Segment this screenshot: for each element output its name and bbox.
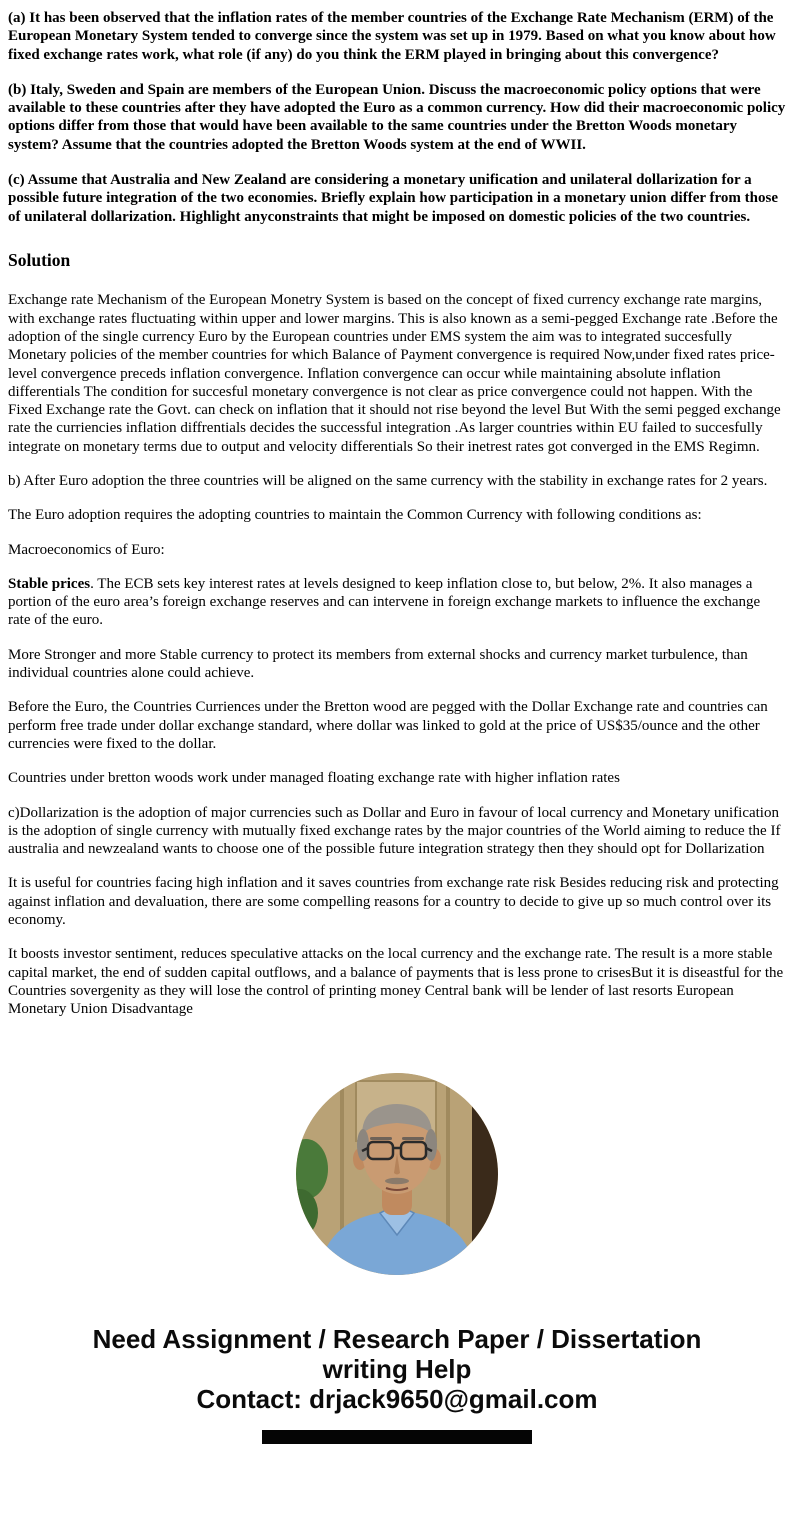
solution-heading: Solution (8, 249, 71, 270)
solution-paragraph-boosts: It boosts investor sentiment, reduces speculative attacks on the local currency and the exchange rate. The result is a more stable capital market, the end of sudden capital outflows, and a balance of payments that is less prone to crisesBut it is diseastful for the Countries sovergenity as they will lose the control of printing money Central bank will be lender of last resorts European Monetary Union Disadvantage (8, 946, 784, 1018)
solution-paragraph-macro: Macroeconomics of Euro: (8, 541, 165, 558)
solution-paragraph-bretton: Before the Euro, the Countries Curriences under the Bretton wood are pegged with the Dollar Exchange rate and countries can perform free trade under dollar exchange standard, where dollar was linked to gold at the price of US$35/ounce and the other currencies were fixed to the dollar. (8, 699, 768, 752)
solution-paragraph-intro: Exchange rate Mechanism of the European Monetry System is based on the concept of fixed currency exchange rate margins, with exchange rates fluctuating within upper and lower margins. This is also known as a semi-pegged Exchange rate .Before the adoption of the single currency Euro by the European countries under EMS system the aim was to integrated succesfully Monetary policies of the member countries for which Balance of Payment convergence is required Now,under fixed rates price-level convergence preceds inflation convergence. Inflation convergence can occur while maintaining absolute inflation differentials The condition for succesful monetary convergence is not clear as price convergence could not happen. With the Fixed Exchange rate the Govt. can check on inflation that it should not rise beyond the level But With the semi pegged exchange rate the curriencies inflation diffrentials decides the successful integration .As larger countries within EU failed to succesfully integrate on monetary terms due to output and velocity differentials So their inetrest rates got converged in the EMS Regimn. (8, 292, 781, 455)
solution-paragraph-useful: It is useful for countries facing high inflation and it saves countries from exchange rate risk Besides reducing risk and protecting against inflation and devaluation, there are some compelling reasons for a country to decide to give up so much control over its economy. (8, 875, 779, 929)
stable-prices-bold-lead: Stable prices (8, 575, 91, 592)
person-portrait-icon (296, 1073, 498, 1275)
solution-paragraph-c: c)Dollarization is the adoption of major currencies such as Dollar and Euro in favour of local currency and Monetary unification is the adoption of single currency with mutually fixed exchange rates by the major countries of the World aiming to reduce the If australia and newzealand wants to choose one of the possible future integration strategy then they should opt for Dollarization (8, 804, 781, 858)
solution-paragraph-stable-prices (8, 575, 786, 630)
tutor-photo-container (8, 1073, 786, 1280)
solution-paragraph-stronger: More Stronger and more Stable currency to protect its members from external shocks and currency market turbulence, than individual countries alone could achieve. (8, 646, 748, 682)
question-a: (a) It has been observed that the inflation rates of the member countries of the Exchange Rate Mechanism (ERM) of the European Monetary System tended to converge since the system was set up in 1979. Based on what you know about how fixed exchange rates work, what role (if any) do you think the ERM played in bringing about this convergence? (8, 10, 776, 63)
question-c: (c) Assume that Australia and New Zealand are considering a monetary unification and unilateral dollarization for a possible future integration of the two economies. Briefly explain how participation in a monetary union differ from those of unilateral dollarization. Highlight anyconstraints that might be imposed on domestic policies of the two countries. (8, 172, 778, 225)
footer-line2: writing Help (322, 1353, 472, 1384)
bottom-bar (262, 1430, 532, 1444)
footer-contact-email: Contact: drjack9650@gmail.com (196, 1383, 598, 1414)
footer-advert (8, 1324, 786, 1414)
footer-line1: Need Assignment / Research Paper / Dissertation (92, 1323, 702, 1354)
solution-paragraph-bretton2: Countries under bretton woods work under managed floating exchange rate with higher inflation rates (8, 770, 620, 787)
solution-paragraph-conditions: The Euro adoption requires the adopting countries to maintain the Common Currency with following conditions as: (8, 507, 702, 524)
solution-paragraph-b: b) After Euro adoption the three countries will be aligned on the same currency with the stability in exchange rates for 2 years. (8, 472, 768, 489)
tutor-photo (296, 1073, 498, 1275)
question-b: (b) Italy, Sweden and Spain are members of the European Union. Discuss the macroeconomic policy options that were available to these countries after they have adopted the Euro as a common currency. How did their macroeconomic policy options differ from those that would have been available to the same countries under the Bretton Woods monetary system? Assume that the countries adopted the Bretton Woods system at the end of WWII. (8, 81, 786, 153)
stable-prices-text: . The ECB sets key interest rates at levels designed to keep inflation close to, but below, 2%. It also manages a portion of the euro area’s foreign exchange reserves and can intervene in foreign exchange markets to influence the exchange rate of the euro. (8, 575, 761, 629)
